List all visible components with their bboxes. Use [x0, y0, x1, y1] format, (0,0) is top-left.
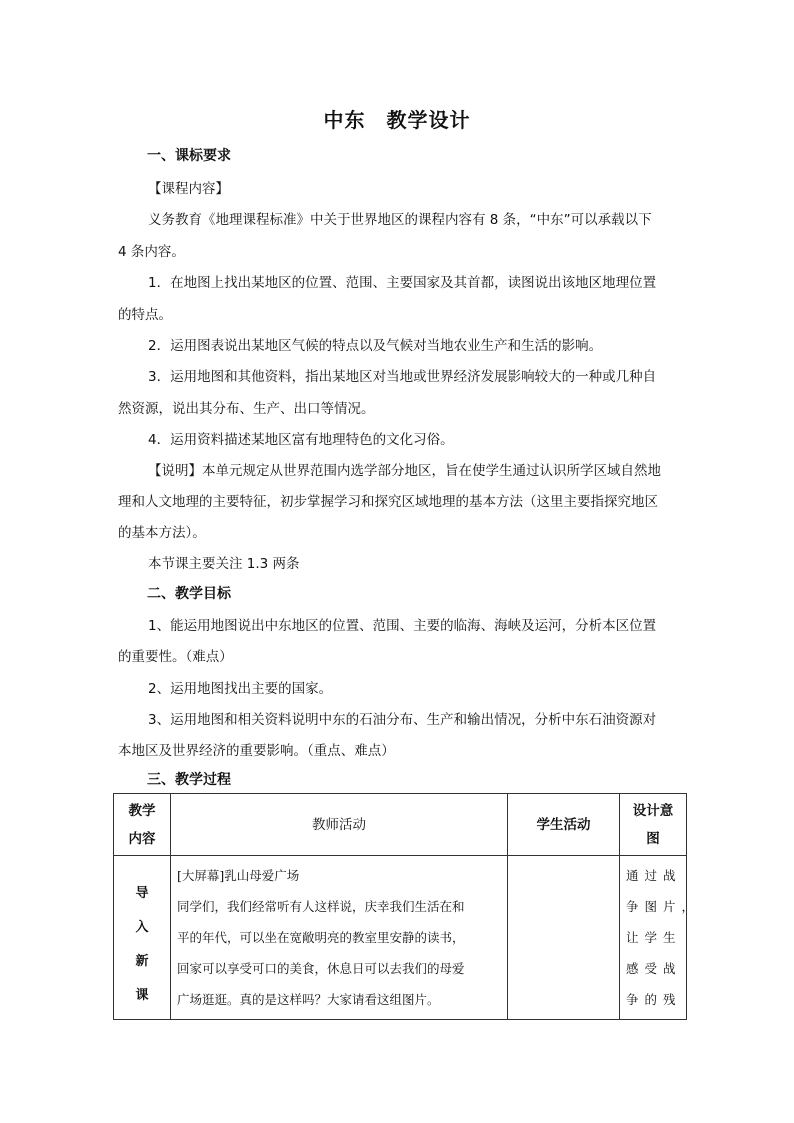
content-char: 课: [135, 987, 149, 1003]
header-design-line: 图: [646, 830, 660, 847]
design-line: 让学生: [626, 930, 682, 945]
note-line: 【说明】本单元规定从世界范围内选学部分地区，旨在使学生通过认识所学区域自然地: [148, 463, 661, 479]
header-design-line: 设计意: [632, 802, 674, 819]
standard-item-1: 1．在地图上找出某地区的位置、范围、主要国家及其首都，读图说出该地区地理位置: [148, 275, 657, 291]
goal-1: 1、能运用地图说出中东地区的位置、范围、主要的临海、海峡及运河，分析本区位置: [148, 618, 657, 634]
row-student-cell: [508, 856, 620, 1020]
teaching-process-table: [113, 793, 701, 1020]
section-heading-process: 三、教学过程: [147, 772, 231, 788]
header-teacher-activity: 教师活动: [171, 794, 508, 856]
standard-item-4: 4．运用资料描述某地区富有地理特色的文化习俗。: [148, 432, 454, 448]
content-char: 导: [135, 885, 149, 901]
table-header-row: [114, 794, 687, 856]
table-row: [114, 856, 687, 1020]
row-teacher-cell: [171, 856, 508, 1020]
note-line: 理和人文地理的主要特征，初步掌握学习和探究区域地理的基本方法（这里主要指探究地区: [118, 494, 658, 510]
row-content-cell: [114, 856, 171, 1020]
section-heading-standards: 一、课标要求: [147, 148, 231, 164]
header-student-activity: 学生活动: [508, 794, 620, 856]
goal-1-cont: 的重要性。（难点）: [118, 649, 233, 665]
content-char: 入: [135, 919, 149, 935]
design-line: 通过战: [626, 868, 682, 883]
design-line: 争图片，: [626, 899, 701, 914]
teacher-line: 回家可以享受可口的美食，休息日可以去我们的母爱: [177, 961, 465, 976]
row-design-cell: [620, 856, 701, 1020]
content-char: 新: [135, 953, 149, 969]
design-line: 争的残: [626, 992, 682, 1007]
header-content-line: 内容: [128, 830, 156, 847]
section-heading-goals: 二、教学目标: [147, 586, 231, 602]
teacher-line: 平的年代，可以坐在宽敞明亮的教室里安静的读书，: [177, 930, 465, 945]
header-content-line: 教学: [128, 802, 156, 819]
focus-line: 本节课主要关注 1.3 两条: [148, 556, 300, 572]
subheading-course-content: 【课程内容】: [148, 181, 229, 197]
standard-item-2: 2．运用图表说出某地区气候的特点以及气候对当地农业生产和生活的影响。: [148, 338, 603, 354]
note-line: 的基本方法）。: [118, 525, 206, 541]
paragraph-line: 义务教育《地理课程标准》中关于世界地区的课程内容有 8 条，“中东”可以承载以下: [148, 212, 652, 228]
header-content: [114, 794, 171, 856]
goal-2: 2、运用地图找出主要的国家。: [148, 681, 333, 697]
teacher-line: [大屏幕]乳山母爱广场: [177, 868, 300, 883]
standard-item-3-cont: 然资源，说出其分布、生产、出口等情况。: [118, 401, 375, 417]
standard-item-3: 3．运用地图和其他资料，指出某地区对当地或世界经济发展影响较大的一种或几种自: [148, 369, 657, 385]
standard-item-1-cont: 的特点。: [118, 307, 172, 323]
goal-3-cont: 本地区及世界经济的重要影响。（重点、难点）: [118, 743, 395, 759]
design-line: 感受战: [626, 961, 682, 976]
header-design-intent: [620, 794, 687, 856]
teacher-line: 广场逛逛。真的是这样吗？大家请看这组图片。: [177, 992, 440, 1007]
page-title: 中东 教学设计: [323, 108, 471, 132]
teacher-line: 同学们，我们经常听有人这样说，庆幸我们生活在和: [177, 899, 465, 914]
paragraph-line: 4 条内容。: [118, 244, 185, 260]
goal-3: 3、运用地图和相关资料说明中东的石油分布、生产和输出情况，分析中东石油资源对: [148, 712, 657, 728]
